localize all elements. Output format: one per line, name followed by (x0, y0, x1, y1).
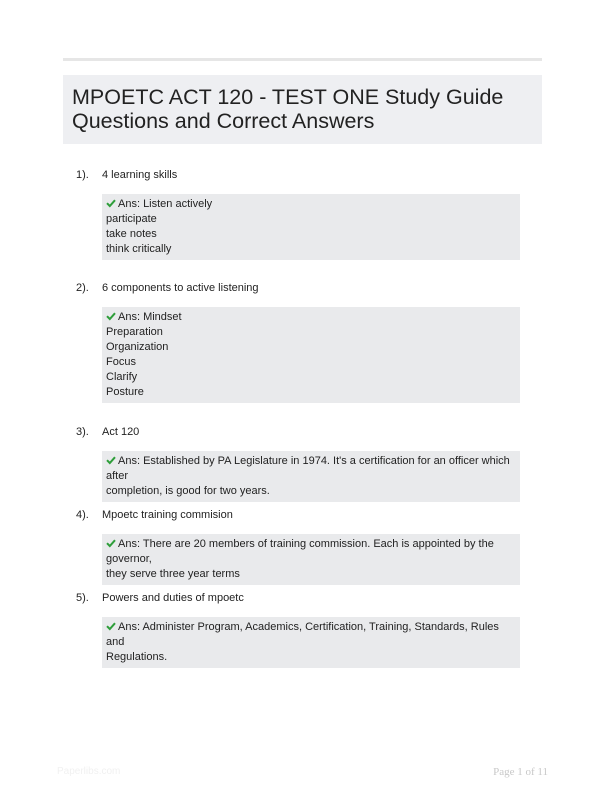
question-number: 5). (76, 592, 89, 604)
question-text: Act 120 (102, 426, 140, 438)
footer-watermark: Paperlibs.com (57, 766, 121, 777)
question-number: 3). (76, 426, 89, 438)
answer-line: Ans: Established by PA Legislature in 1974. It's a certification for an officer which after (106, 455, 510, 482)
page-number: Page 1 of 11 (493, 766, 548, 778)
question-text: 4 learning skills (102, 169, 178, 181)
answer-box (102, 617, 520, 668)
answer-line: think critically (106, 243, 172, 255)
title-banner (63, 75, 542, 144)
check-icon (106, 311, 116, 321)
question-text: 6 components to active listening (102, 282, 259, 294)
question-number: 1). (76, 169, 89, 181)
check-icon (106, 455, 116, 465)
answer-line: Organization (106, 341, 169, 353)
answer-line: participate (106, 213, 157, 225)
question-number: 4). (76, 509, 89, 521)
answer-line: Ans: Mindset (106, 310, 516, 325)
answer-box (102, 307, 520, 403)
answer-line: Regulations. (106, 651, 168, 663)
check-icon (106, 538, 116, 548)
answer-line: Posture (106, 386, 144, 398)
answer-line: Ans: Administer Program, Academics, Certification, Training, Standards, Rules and (106, 621, 499, 648)
answer-line: take notes (106, 228, 157, 240)
answer-line: they serve three year terms (106, 568, 240, 580)
page-title: MPOETC ACT 120 - TEST ONE Study Guide Questions and Correct Answers (72, 85, 504, 133)
answer-line: completion, is good for two years. (106, 485, 270, 497)
check-icon (106, 198, 116, 208)
answer-line: Ans: Listen actively (106, 197, 516, 212)
answer-box (102, 194, 520, 260)
answer-box (102, 534, 520, 585)
answer-line: Clarify (106, 371, 138, 383)
question-number: 2). (76, 282, 89, 294)
answer-line: Focus (106, 356, 136, 368)
answer-line: Ans: There are 20 members of training commission. Each is appointed by the governor, (106, 538, 494, 565)
question-text: Powers and duties of mpoetc (102, 592, 244, 604)
check-icon (106, 621, 116, 631)
top-divider (63, 58, 542, 61)
answer-box (102, 451, 520, 502)
answer-line: Preparation (106, 326, 163, 338)
question-text: Mpoetc training commision (102, 509, 233, 521)
